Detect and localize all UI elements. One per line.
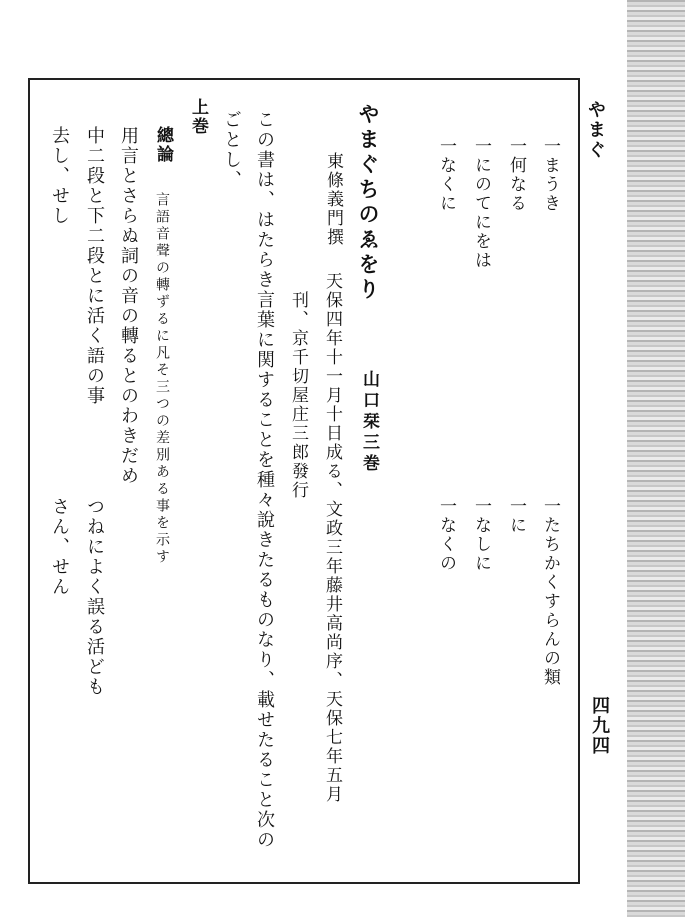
section-title: 總論 — [153, 126, 173, 164]
description-line: この書は、はたらき言葉に関することを種々說きたるものなり、載せたること次の — [254, 110, 275, 850]
list-item: 一なくの — [436, 497, 456, 573]
page-number: 四九四 — [589, 696, 610, 756]
book-title: やまぐちのゑをり — [356, 103, 381, 303]
list-item: 一にのてにをは — [471, 137, 491, 270]
list-item: 一たちかくすらんの類 — [540, 497, 560, 687]
section-title: 用言とさらぬ詞の音の轉るとのわきだめ — [118, 126, 139, 486]
list-item: 一なしに — [471, 497, 491, 573]
section-note: 言語音聲の轉ずるに凡そ三つの差別ある事を示す — [154, 192, 170, 566]
section-title: 中二段と下二段とに活く語の事 — [84, 126, 105, 406]
publisher-line: 刊、京千切屋庄三郎發行 — [288, 291, 308, 500]
list-item: 一何なる — [506, 137, 526, 213]
description-line: ごとし、 — [221, 110, 242, 190]
list-item: 一に — [506, 497, 526, 535]
running-head: やまぐ — [585, 100, 606, 160]
page-edge — [627, 0, 685, 917]
section-title: 去し、せし — [49, 126, 70, 226]
list-item: 一まうき — [540, 137, 560, 213]
date-line: 天保四年十一月十日成る、文政三年藤井高尚序、天保七年五月 — [322, 272, 342, 804]
section-subitem: つねによく誤る活ども — [84, 497, 105, 697]
volume-label: 上巻 — [188, 98, 208, 136]
list-item: 一なくに — [436, 137, 456, 213]
book-author-volumes: 山口栞三巻 — [359, 370, 379, 475]
compiler: 東條義門撰 — [323, 152, 343, 247]
section-subitem: さん、せん — [49, 497, 70, 597]
